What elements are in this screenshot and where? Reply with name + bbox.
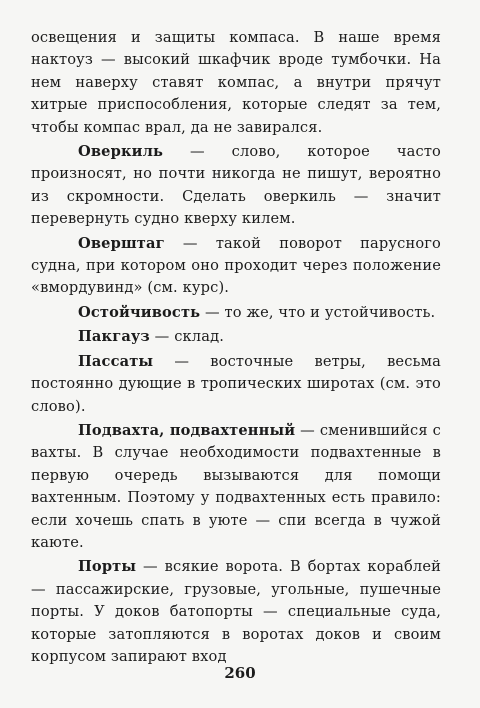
entry-ostoichivost [31, 302, 441, 324]
continued-paragraph [31, 27, 441, 139]
entry-definition: — сменившийся с вахты. В случае необходимости подвахтенные в первую очередь вызываются для помощи вахтенным. Поэтому у подвахтенных есть правило: если хочешь спать в уюте — спи всегда в чужой каюте. [31, 421, 441, 551]
entry-overshtag [31, 233, 441, 300]
entry-overkil [31, 141, 441, 231]
entry-definition: — такой поворот парусного судна, при котором оно проходит через положение «вмордувинд» (см. курс). [31, 234, 441, 297]
entry-pakgauz [31, 326, 441, 348]
entry-definition: — склад. [149, 328, 225, 346]
entry-term: Порты [78, 558, 137, 576]
page-number: 260 [224, 664, 256, 682]
entry-term: Пакгауз [78, 328, 150, 346]
dictionary-text [31, 27, 441, 670]
paragraph-text: освещения и защиты компаса. В наше время нактоуз — высокий шкафчик вроде тумбочки. На нем наверху ставят компас, а внутри прячут хитрые приспособления, которые следят за тем, чтобы компас врал, да не завирался. [31, 29, 441, 136]
entry-definition: — слово, которое часто произносят, но почти никогда не пишут, вероятно из скромности. Сделать оверкиль — значит перевернуть судно кверху килем. [31, 143, 441, 228]
entry-definition: — то же, что и устойчивость. [200, 303, 436, 321]
entry-term: Пассаты [78, 352, 154, 370]
entry-definition: — восточные ветры, весьма постоянно дующие в тропических широтах (см. это слово). [31, 352, 441, 415]
entry-term: Оверкиль [78, 143, 164, 161]
entry-term: Оверштаг [78, 234, 165, 252]
entry-passaty [31, 351, 441, 418]
entry-porty [31, 556, 441, 668]
entry-term: Подвахта, подвахтенный [78, 421, 296, 439]
entry-term: Остойчивость [78, 303, 201, 321]
entry-definition: — всякие ворота. В бортах кораблей — пассажирские, грузовые, угольные, пушечные порты. У доков батопорты — специальные суда, которые затопляются в воротах доков и своим корпусом запирают вход [31, 558, 441, 665]
entry-podvakhta [31, 420, 441, 554]
